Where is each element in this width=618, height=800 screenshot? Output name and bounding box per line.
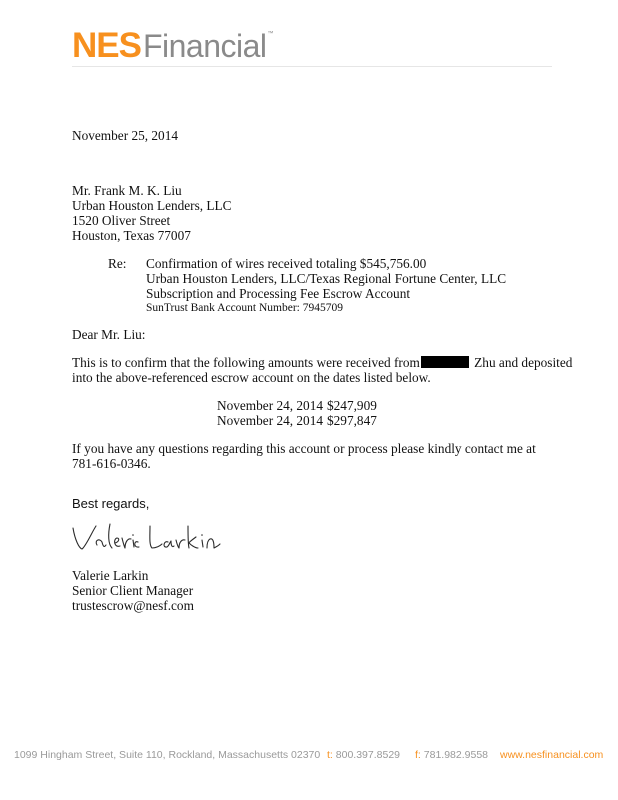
recipient-street: 1520 Oliver Street: [72, 213, 171, 228]
wire-amount-2: $297,847: [327, 413, 377, 428]
re-line-2: Urban Houston Lenders, LLC/Texas Regional Fortune Center, LLC: [146, 271, 507, 286]
body-paragraph-1: [72, 355, 572, 370]
wire-amount-1: $247,909: [327, 398, 377, 413]
body-paragraph-1-line-2: into the above-referenced escrow account on the dates listed below.: [72, 370, 431, 385]
footer-fax-number: 781.982.9558: [423, 749, 488, 761]
re-line-3: Subscription and Processing Fee Escrow Account: [146, 286, 411, 301]
footer-fax: [415, 749, 488, 761]
recipient-city: Houston, Texas 77007: [72, 228, 191, 243]
body1-before: This is to confirm that the following amounts were received from: [72, 355, 420, 370]
footer-fax-label: f:: [415, 749, 421, 761]
footer-address: 1099 Hingham Street, Suite 110, Rockland, Massachusetts 02370: [14, 749, 321, 761]
redaction-bar: [421, 356, 469, 368]
account-number-line: SunTrust Bank Account Number: 7945709: [146, 302, 343, 314]
closing: Best regards,: [72, 496, 150, 511]
recipient-company: Urban Houston Lenders, LLC: [72, 198, 232, 213]
signer-title: Senior Client Manager: [72, 583, 194, 598]
body-paragraph-2: If you have any questions regarding this account or process please kindly contact me at: [72, 441, 536, 456]
trademark-symbol: ™: [267, 31, 274, 37]
logo-financial: Financial: [142, 28, 267, 64]
company-logo: [72, 26, 274, 66]
signer-name: Valerie Larkin: [72, 568, 149, 583]
wire-date-2: November 24, 2014: [217, 413, 323, 428]
signer-email: trustescrow@nesf.com: [72, 598, 194, 613]
re-label: Re:: [108, 256, 127, 271]
footer-phone: [327, 749, 400, 761]
signature-image: [70, 520, 230, 556]
footer-website[interactable]: www.nesfinancial.com: [500, 749, 604, 761]
footer-phone-label: t:: [327, 749, 333, 761]
letter-date: November 25, 2014: [72, 128, 178, 143]
logo-nes: NES: [72, 26, 141, 65]
recipient-name: Mr. Frank M. K. Liu: [72, 183, 182, 198]
re-line-1: Confirmation of wires received totaling $545,756.00: [146, 256, 427, 271]
contact-phone: 781-616-0346.: [72, 456, 151, 471]
body1-after: Zhu and deposited: [470, 355, 573, 370]
salutation: Dear Mr. Liu:: [72, 327, 146, 342]
header-divider: [72, 66, 552, 67]
footer-phone-number: 800.397.8529: [335, 749, 400, 761]
wire-date-1: November 24, 2014: [217, 398, 323, 413]
